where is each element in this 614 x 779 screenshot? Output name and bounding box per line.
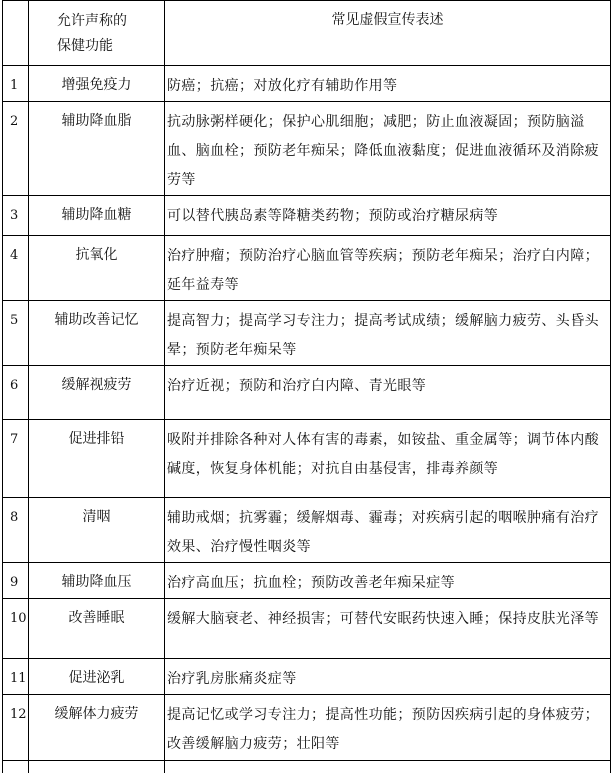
row-index-cell: 1 <box>3 66 29 102</box>
table-row <box>3 196 611 236</box>
row-description-cell: 可以替代胰岛素等降糖类药物；预防或治疗糖尿病等 <box>165 196 611 236</box>
row-function-cell: 改善睡眠 <box>29 599 165 659</box>
row-index-cell: 4 <box>3 236 29 301</box>
row-description-cell: 抗动脉粥样硬化；保护心肌细胞；减肥；防止血液凝固；预防脑溢血、脑血栓；预防老年痴呆；降低血液黏度；促进血液循环及消除疲劳等 <box>165 102 611 196</box>
row-index-cell: 9 <box>3 563 29 599</box>
table-row <box>3 236 611 301</box>
header-function-cell <box>29 1 165 66</box>
table-row <box>3 366 611 420</box>
row-index-cell: 11 <box>3 659 29 695</box>
row-index-cell: 5 <box>3 301 29 366</box>
row-function-cell: 清咽 <box>29 498 165 563</box>
row-index-cell: 10 <box>3 599 29 659</box>
row-description-cell: 提高智力；提高学习专注力；提高考试成绩；缓解脑力疲劳、头昏头晕；预防老年痴呆等 <box>165 301 611 366</box>
empty-cell <box>165 761 611 774</box>
header-function-label: 允许声称的 保健功能 <box>57 13 127 54</box>
row-function-cell: 增强免疫力 <box>29 66 165 102</box>
row-function-cell: 促进排铅 <box>29 420 165 498</box>
row-function-cell: 缓解体力疲劳 <box>29 695 165 761</box>
row-function-cell: 辅助降血压 <box>29 563 165 599</box>
row-index-cell: 2 <box>3 102 29 196</box>
table-row <box>3 563 611 599</box>
table-row <box>3 420 611 498</box>
row-description-cell: 治疗肿瘤；预防治疗心脑血管等疾病；预防老年痴呆；治疗白内障；延年益寿等 <box>165 236 611 301</box>
empty-cell <box>3 761 29 774</box>
row-description-cell: 防癌；抗癌；对放化疗有辅助作用等 <box>165 66 611 102</box>
row-description-cell: 治疗近视；预防和治疗白内障、青光眼等 <box>165 366 611 420</box>
row-function-cell: 辅助降血糖 <box>29 196 165 236</box>
table-row <box>3 659 611 695</box>
row-function-cell: 促进泌乳 <box>29 659 165 695</box>
table-row <box>3 301 611 366</box>
table-header-row <box>3 1 611 66</box>
row-function-cell: 辅助改善记忆 <box>29 301 165 366</box>
empty-cell <box>29 761 165 774</box>
row-description-cell: 辅助戒烟；抗雾霾；缓解烟毒、霾毒；对疾病引起的咽喉肿痛有治疗效果、治疗慢性咽炎等 <box>165 498 611 563</box>
header-description-cell: 常见虚假宣传表述 <box>165 1 611 66</box>
table-body <box>3 66 611 774</box>
table-row <box>3 695 611 761</box>
row-index-cell: 6 <box>3 366 29 420</box>
header-index-cell <box>3 1 29 66</box>
row-description-cell: 治疗乳房胀痛炎症等 <box>165 659 611 695</box>
row-description-cell: 吸附并排除各种对人体有害的毒素，如铵盐、重金属等；调节体内酸碱度，恢复身体机能；对抗自由基侵害，排毒养颜等 <box>165 420 611 498</box>
row-index-cell: 8 <box>3 498 29 563</box>
row-index-cell: 3 <box>3 196 29 236</box>
table-row <box>3 498 611 563</box>
row-index-cell: 7 <box>3 420 29 498</box>
table-row <box>3 599 611 659</box>
claims-table <box>2 0 611 773</box>
row-function-cell: 辅助降血脂 <box>29 102 165 196</box>
row-description-cell: 提高记忆或学习专注力；提高性功能；预防因疾病引起的身体疲劳；改善缓解脑力疲劳；壮阳等 <box>165 695 611 761</box>
table-row-partial <box>3 761 611 774</box>
table-row <box>3 66 611 102</box>
row-function-cell: 抗氧化 <box>29 236 165 301</box>
row-description-cell: 缓解大脑衰老、神经损害；可替代安眠药快速入睡；保持皮肤光泽等 <box>165 599 611 659</box>
row-description-cell: 治疗高血压；抗血栓；预防改善老年痴呆症等 <box>165 563 611 599</box>
row-index-cell: 12 <box>3 695 29 761</box>
row-function-cell: 缓解视疲劳 <box>29 366 165 420</box>
table-row <box>3 102 611 196</box>
